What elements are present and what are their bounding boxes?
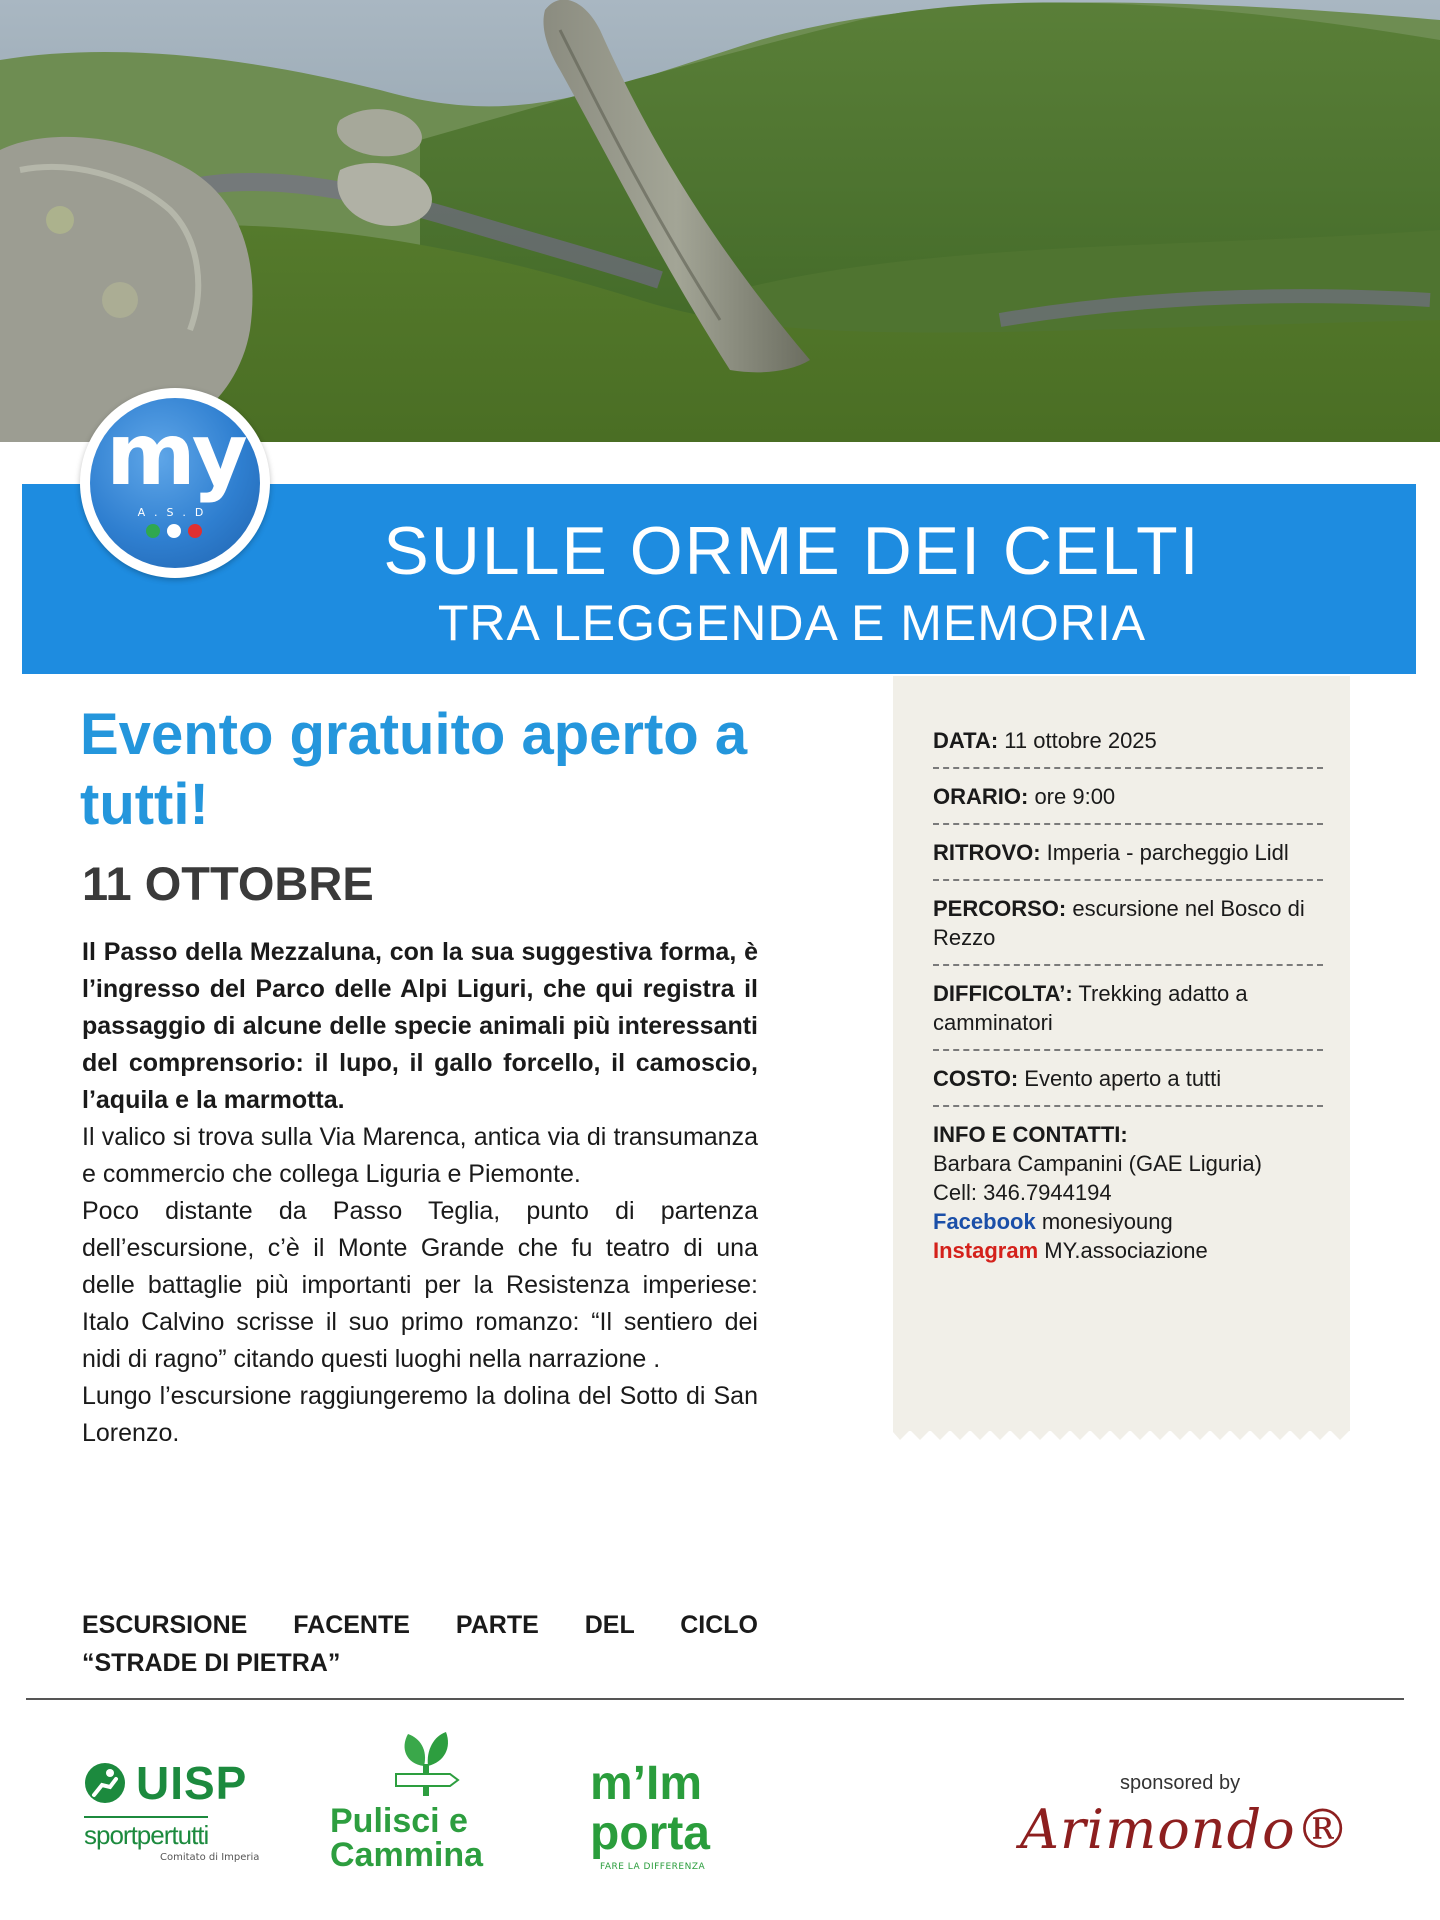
description bbox=[82, 934, 758, 1452]
uisp-runner-icon bbox=[80, 1761, 130, 1805]
info-time-value: ore 9:00 bbox=[1028, 784, 1116, 809]
info-cost-label: COSTO: bbox=[933, 1066, 1019, 1091]
info-time-label: ORARIO: bbox=[933, 784, 1029, 809]
facebook-handle[interactable]: monesiyoung bbox=[1035, 1209, 1173, 1234]
uisp-note: Comitato di Imperia bbox=[160, 1852, 260, 1863]
uisp-mark bbox=[80, 1756, 247, 1810]
headline: Evento gratuito aperto a tutti! bbox=[80, 702, 748, 837]
my-asd-logo bbox=[80, 388, 270, 578]
info-difficulty bbox=[933, 979, 1323, 1051]
info-list bbox=[933, 726, 1323, 1290]
mimporta-tagline: FARE LA DIFFERENZA bbox=[600, 1862, 706, 1872]
date-heading: 11 OTTOBRE bbox=[82, 857, 374, 910]
event-subtitle: TRA LEGGENDA E MEMORIA bbox=[437, 595, 1147, 651]
hero-photo bbox=[0, 0, 1440, 442]
logo-subtitle: A.S.D bbox=[137, 506, 213, 519]
mimporta-line-1: m’Im bbox=[590, 1757, 703, 1810]
uisp-word: UISP bbox=[136, 1757, 248, 1809]
cycle-line-1: ESCURSIONE FACENTE PARTE DEL CICLO bbox=[82, 1611, 758, 1639]
event-title: SULLE ORME DEI CELTI bbox=[383, 513, 1201, 589]
m-importa-logo bbox=[590, 1720, 730, 1870]
info-contact-phone[interactable]: Cell: 346.7944194 bbox=[933, 1180, 1112, 1205]
description-paragraph-2: Poco distante da Passo Teglia, punto di partenza dell’escursione, c’è il Monte Grande che fu teatro di una delle battaglie più importanti per la Resistenza imperiese: Italo Calvino scrisse il suo primo romanzo: “Il sentiero dei nidi di ragno” citando questi luoghi nella narrazione . bbox=[82, 1197, 758, 1373]
info-card bbox=[893, 676, 1350, 1431]
green-dot-icon bbox=[146, 524, 160, 538]
info-difficulty-value: Trekking adatto a camminatori bbox=[933, 981, 1248, 1035]
logo-disc bbox=[90, 398, 260, 568]
info-contacts-label: INFO E CONTATTI: bbox=[933, 1122, 1128, 1147]
info-time bbox=[933, 782, 1323, 825]
pulisci-line-1: Pulisci e bbox=[330, 1802, 468, 1840]
uisp-logo bbox=[80, 1720, 270, 1870]
info-cost-value: Evento aperto a tutti bbox=[1018, 1066, 1222, 1091]
red-dot-icon bbox=[188, 524, 202, 538]
info-date-label: DATA: bbox=[933, 728, 999, 753]
description-paragraph-3: Lungo l’escursione raggiungeremo la dolina del Sotto di San Lorenzo. bbox=[82, 1382, 758, 1447]
logo-tricolor-dots bbox=[146, 524, 202, 538]
info-cost bbox=[933, 1064, 1323, 1107]
description-intro: Il Passo della Mezzaluna, con la sua suggestiva forma, è l’ingresso del Parco delle Alpi Liguri, che qui registra il passaggio di alcune delle specie animali più interessanti del comprensorio: il lupo, il gallo forcello, il camoscio, l’aquila e la marmotta. bbox=[82, 938, 758, 1114]
info-date bbox=[933, 726, 1323, 769]
footer-divider bbox=[26, 1698, 1404, 1700]
cycle-line-2: “STRADE DI PIETRA” bbox=[82, 1649, 341, 1677]
info-date-value: 11 ottobre 2025 bbox=[998, 728, 1157, 753]
cycle-note bbox=[82, 1606, 758, 1682]
logo-word: my bbox=[106, 405, 244, 505]
info-meeting-label: RITROVO: bbox=[933, 840, 1041, 865]
sponsored-by-label: sponsored by bbox=[1120, 1772, 1241, 1794]
white-dot-icon bbox=[167, 524, 181, 538]
pulisci-line-2: Cammina bbox=[330, 1836, 484, 1874]
leaf-signpost-icon bbox=[386, 1726, 466, 1796]
uisp-subtitle: sportpertutti bbox=[84, 1816, 208, 1851]
info-route bbox=[933, 894, 1323, 966]
info-contacts bbox=[933, 1120, 1323, 1277]
info-contact-name: Barbara Campanini (GAE Liguria) bbox=[933, 1151, 1262, 1176]
info-meeting bbox=[933, 838, 1323, 881]
info-meeting-value: Imperia - parcheggio Lidl bbox=[1040, 840, 1289, 865]
pulisci-e-cammina-logo bbox=[330, 1720, 520, 1874]
instagram-handle[interactable]: MY.associazione bbox=[1038, 1238, 1208, 1263]
mimporta-line-2: porta bbox=[590, 1807, 710, 1860]
description-paragraph-1: Il valico si trova sulla Via Marenca, antica via di transumanza e commercio che collega Liguria e Piemonte. bbox=[82, 1123, 758, 1188]
info-difficulty-label: DIFFICOLTA’: bbox=[933, 981, 1073, 1006]
arimondo-logo bbox=[1010, 1720, 1350, 1870]
info-route-value: escursione nel Bosco di Rezzo bbox=[933, 896, 1305, 950]
info-card-zigzag-edge bbox=[893, 1418, 1350, 1442]
instagram-label[interactable]: Instagram bbox=[933, 1238, 1039, 1263]
info-route-label: PERCORSO: bbox=[933, 896, 1067, 921]
arimondo-wordmark: Arimondo® bbox=[1020, 1798, 1351, 1861]
facebook-label[interactable]: Facebook bbox=[933, 1209, 1036, 1234]
